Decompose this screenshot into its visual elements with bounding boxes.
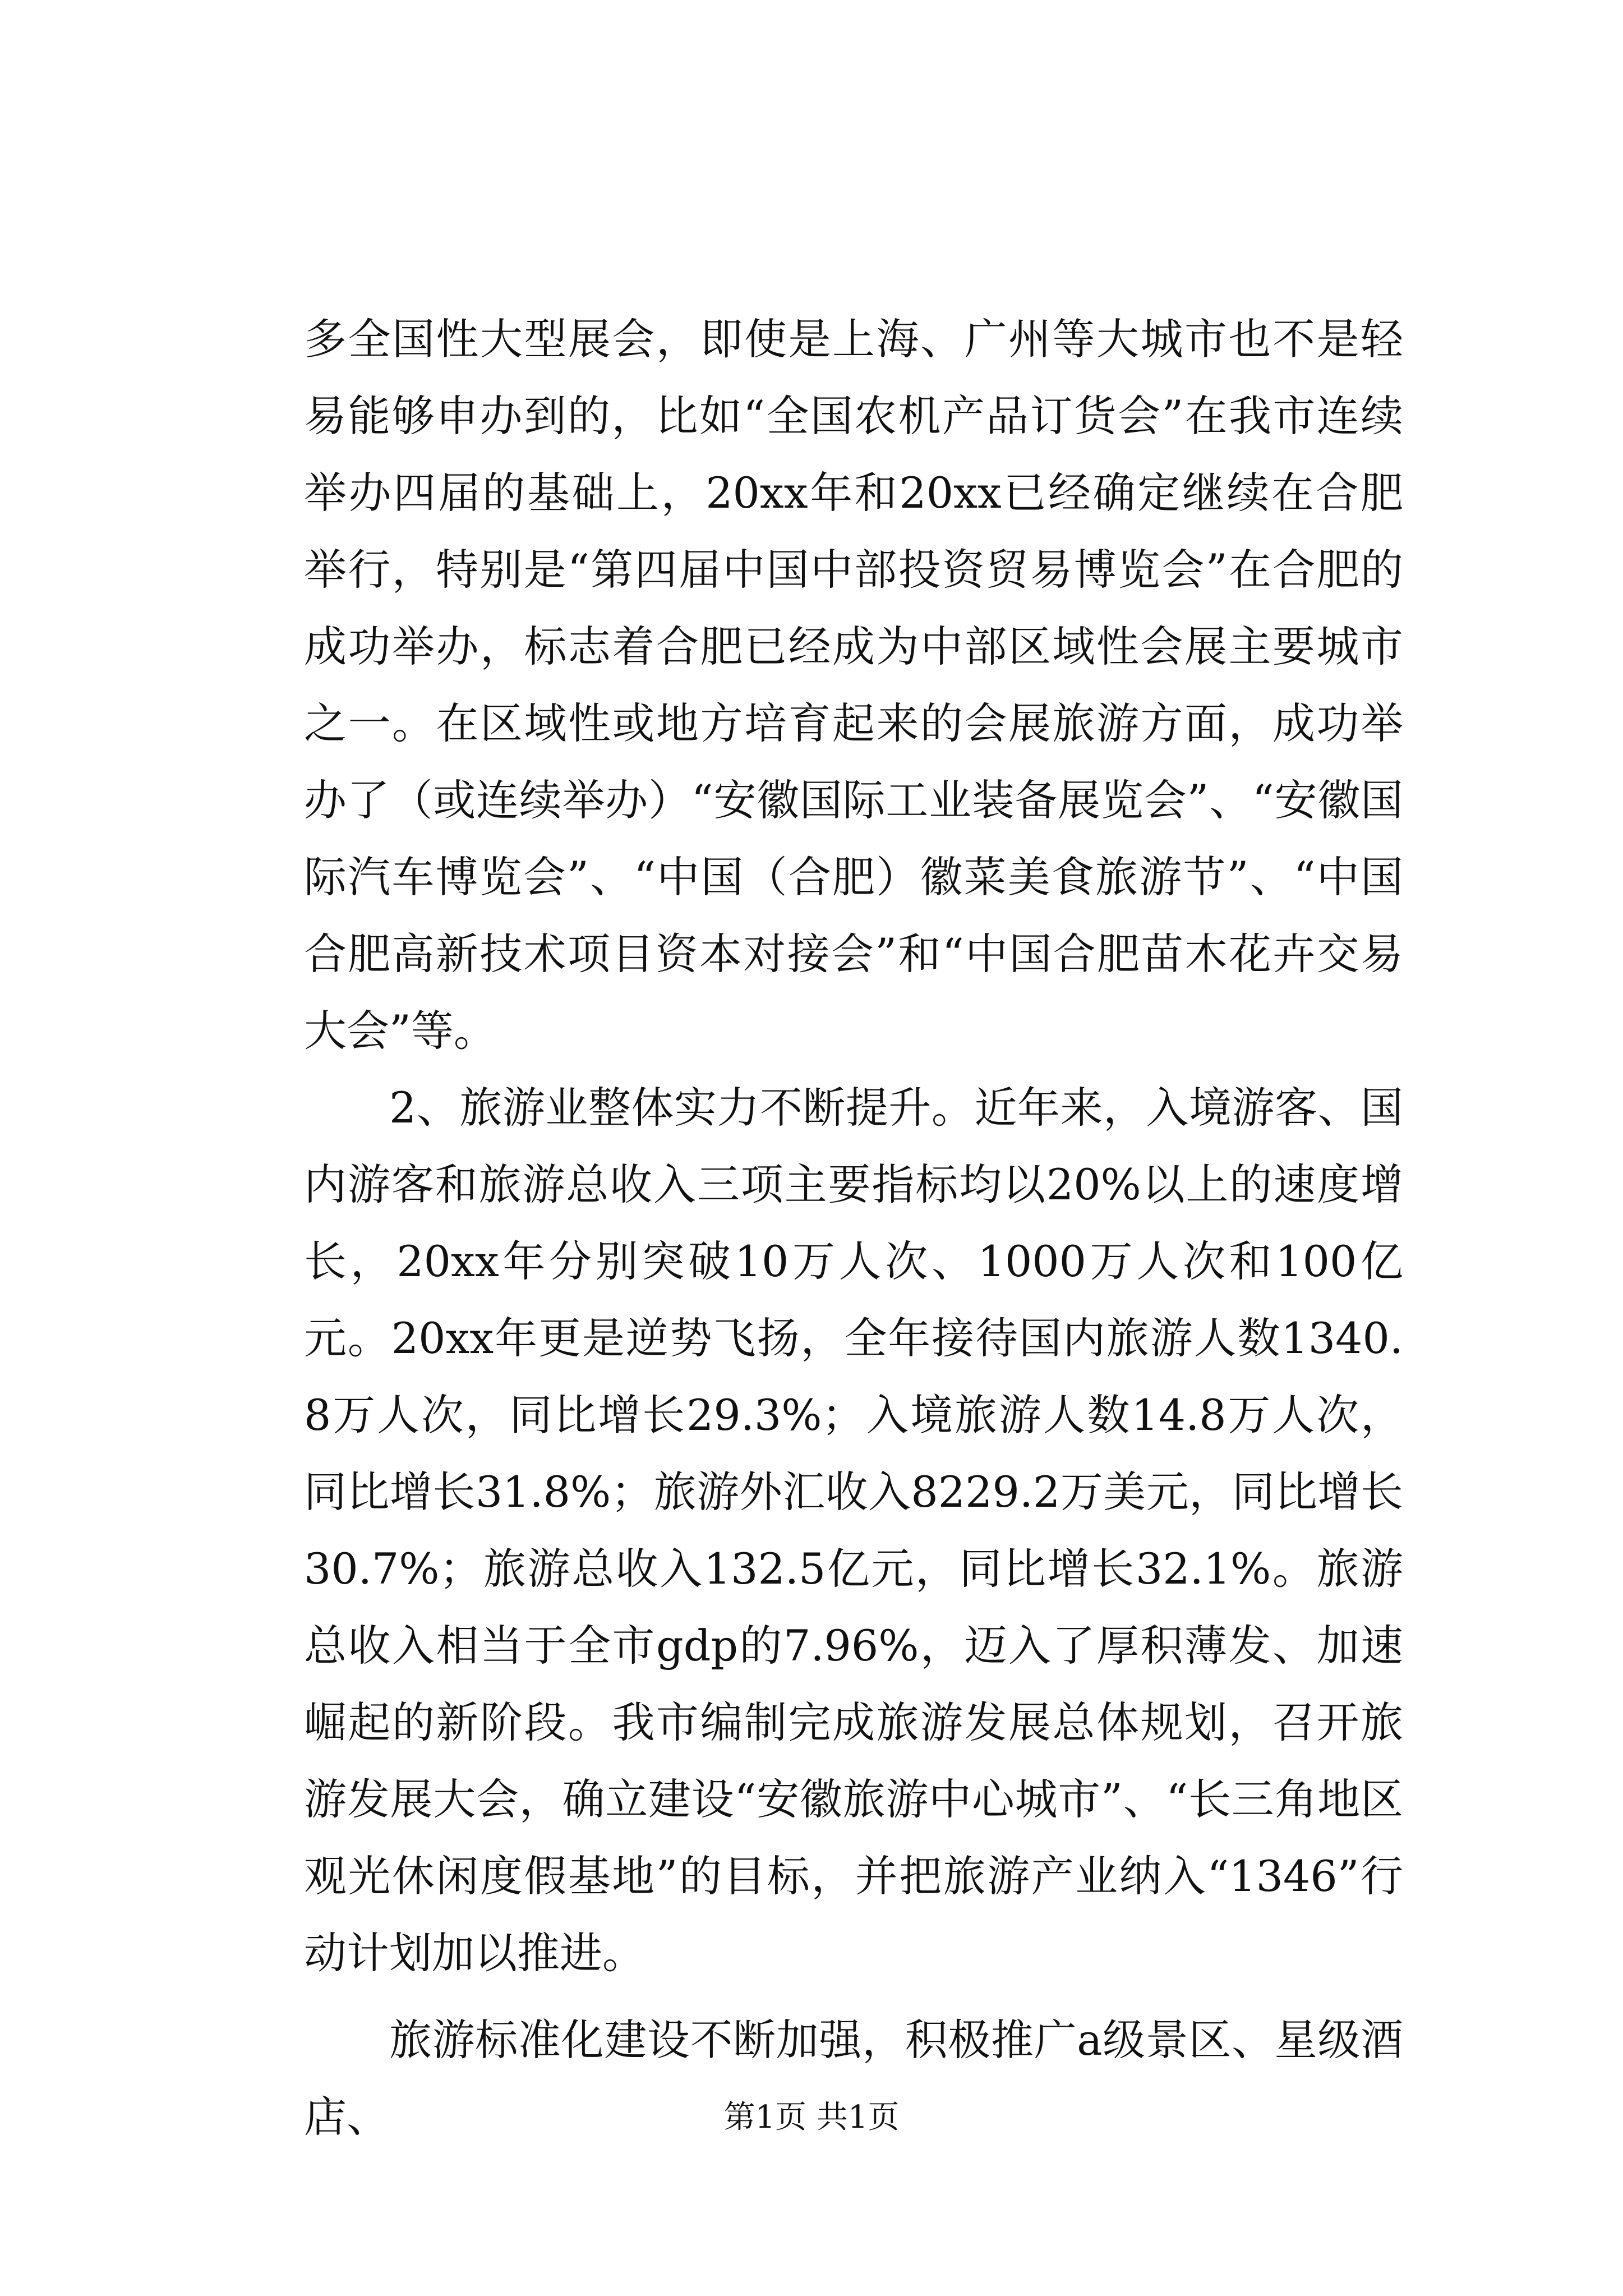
document-body <box>304 301 1403 2155</box>
paragraph-2: 2、旅游业整体实力不断提升。近年来，入境游客、国内游客和旅游总收入三项主要指标均以20%以上的速度增长，20xx年分别突破10万人次、1000万人次和100亿元。20xx年更是逆势飞扬，全年接待国内旅游人数1340.8万人次，同比增长29.3%；入境旅游人数14.8万人次，同比增长31.8%；旅游外汇收入8229.2万美元，同比增长30.7%；旅游总收入132.5亿元，同比增长32.1%。旅游总收入相当于全市gdp的7.96%，迈入了厚积薄发、加速崛起的新阶段。我市编制完成旅游发展总体规划，召开旅游发展大会，确立建设“安徽旅游中心城市”、“长三角地区观光休闲度假基地”的目标，并把旅游产业纳入“1346”行动计划加以推进。 <box>304 1083 1403 1978</box>
paragraph-3: 旅游标准化建设不断加强，积极推广a级景区、星级酒店、 <box>304 2015 1403 2142</box>
paragraph-1: 多全国性大型展会，即使是上海、广州等大城市也不是轻易能够申办到的，比如“全国农机产品订货会”在我市连续举办四届的基础上，20xx年和20xx已经确定继续在合肥举行，特别是“第四届中国中部投资贸易博览会”在合肥的成功举办，标志着合肥已经成为中部区域性会展主要城市之一。在区域性或地方培育起来的会展旅游方面，成功举办了（或连续举办）“安徽国际工业装备展览会”、“安徽国际汽车博览会”、“中国（合肥）徽菜美食旅游节”、“中国合肥高新技术项目资本对接会”和“中国合肥苗木花卉交易大会”等。 <box>304 314 1403 1056</box>
page-footer: 第1页 共1页 <box>723 2099 900 2136</box>
